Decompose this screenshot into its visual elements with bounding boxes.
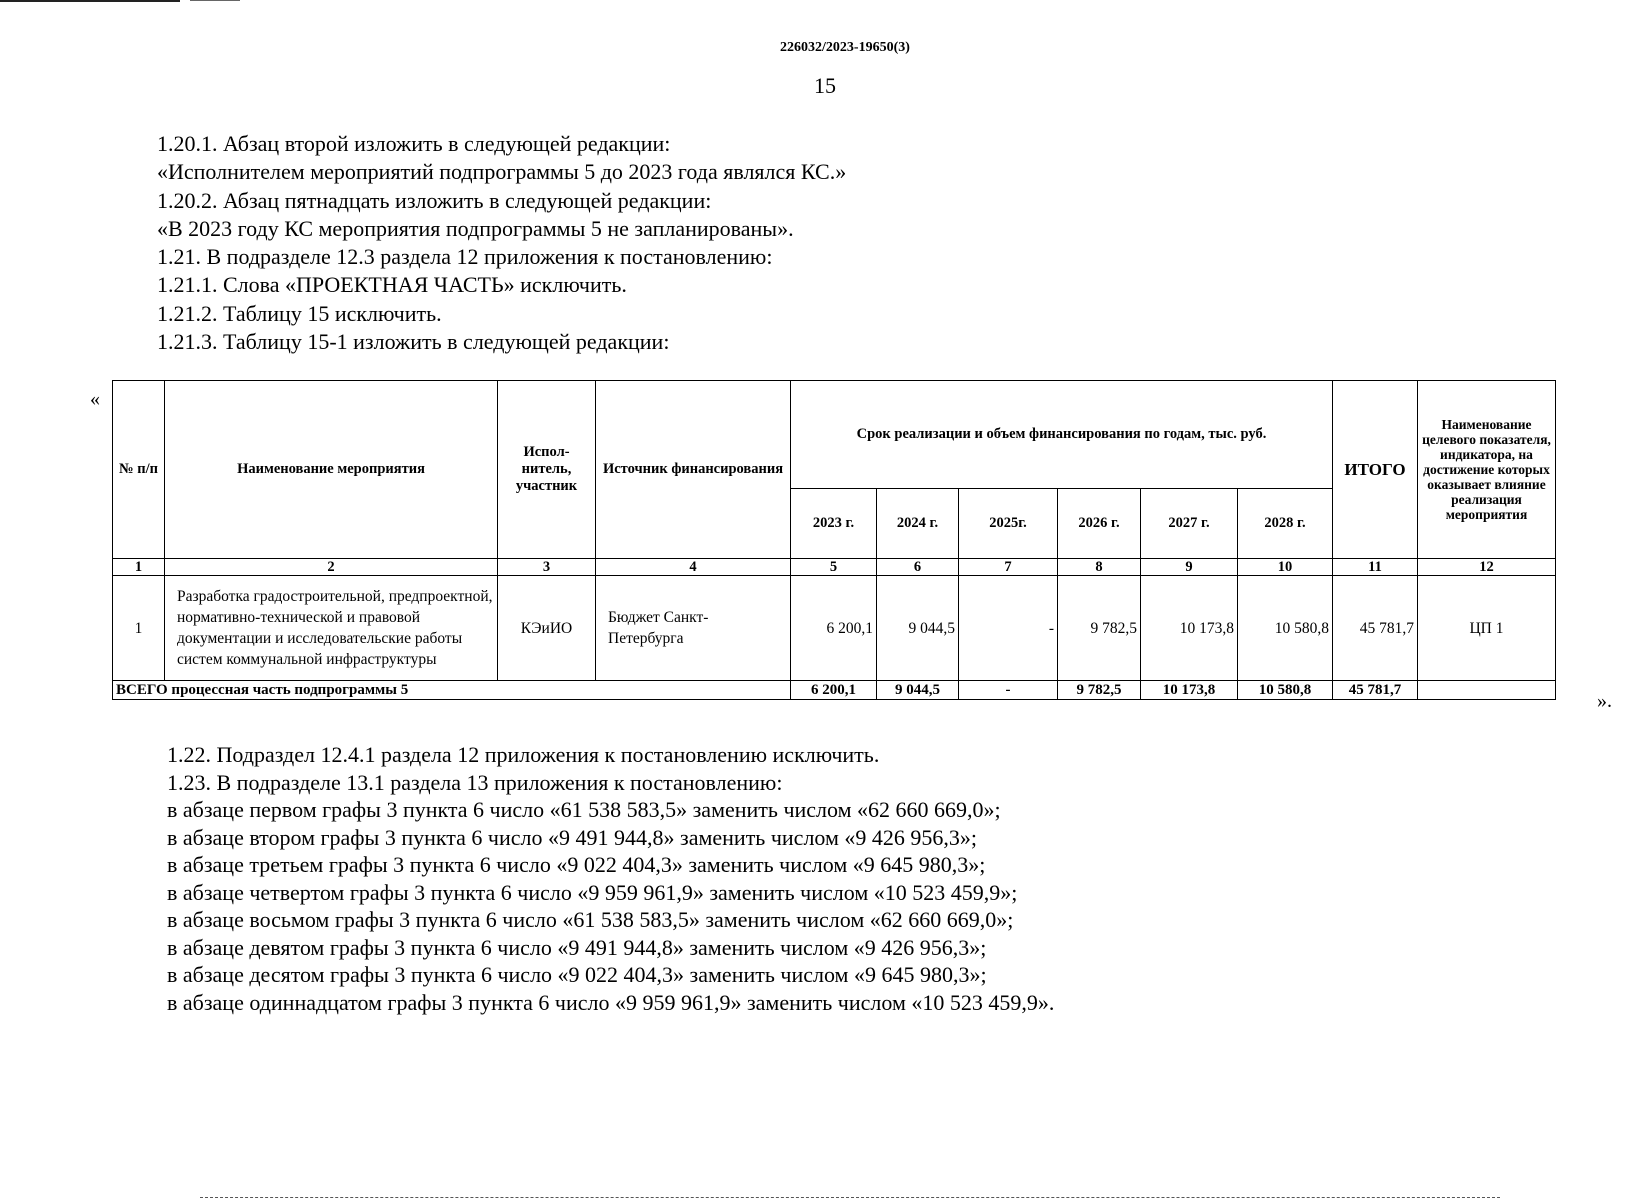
header-year-2027: 2027 г. xyxy=(1141,489,1238,559)
paragraph-1-21: 1.21. В подразделе 12.3 раздела 12 приложения к постановлению: xyxy=(157,244,773,270)
replacement-line: в абзаце первом графы 3 пункта 6 число «61 538 583,5» заменить числом «62 660 669,0»; xyxy=(167,797,1001,822)
financing-table xyxy=(112,380,1556,700)
paragraph-1-21-2: 1.21.2. Таблицу 15 исключить. xyxy=(157,300,442,326)
total-row xyxy=(113,681,1556,700)
total-label: ВСЕГО процессная часть подпрограммы 5 xyxy=(113,681,791,700)
row-value-2028: 10 580,8 xyxy=(1238,576,1333,681)
header-year-2024: 2024 г. xyxy=(877,489,959,559)
row-num: 1 xyxy=(113,576,165,681)
row-value-2026: 9 782,5 xyxy=(1058,576,1141,681)
intro-paragraphs xyxy=(157,130,846,356)
column-number: 7 xyxy=(959,559,1058,576)
header-name: Наименование мероприятия xyxy=(165,381,498,559)
replacement-line: в абзаце третьем графы 3 пункта 6 число «9 022 404,3» заменить числом «9 645 980,3»; xyxy=(167,852,986,877)
row-value-2027: 10 173,8 xyxy=(1141,576,1238,681)
header-total: ИТОГО xyxy=(1333,381,1418,559)
replacement-line: в абзаце десятом графы 3 пункта 6 число «9 022 404,3» заменить числом «9 645 980,3»; xyxy=(167,962,987,987)
column-number: 9 xyxy=(1141,559,1238,576)
replacement-line: в абзаце девятом графы 3 пункта 6 число «9 491 944,8» заменить числом «9 426 956,3»; xyxy=(167,934,987,960)
column-number: 8 xyxy=(1058,559,1141,576)
paragraph-1-22: 1.22. Подраздел 12.4.1 раздела 12 приложения к постановлению исключить. xyxy=(167,742,880,767)
paragraph-1-21-1: 1.21.1. Слова «ПРОЕКТНАЯ ЧАСТЬ» исключить. xyxy=(157,272,627,298)
total-value-2023: 6 200,1 xyxy=(791,681,877,700)
table-quote-close: ». xyxy=(1597,690,1612,712)
replacement-line: в абзаце втором графы 3 пункта 6 число «9 491 944,8» заменить числом «9 426 956,3»; xyxy=(167,824,978,850)
row-name: Разработка градостроительной, предпроектной, нормативно-технической и правовой документации и исследовательские работы систем коммунальной инфраструктуры xyxy=(165,576,498,681)
row-source: Бюджет Санкт-Петербурга xyxy=(596,576,791,681)
row-executor: КЭиИО xyxy=(498,576,596,681)
document-number: 226032/2023-19650(3) xyxy=(780,40,910,55)
total-sum: 45 781,7 xyxy=(1333,681,1418,700)
page-number: 15 xyxy=(814,73,836,98)
scan-edge-top xyxy=(0,0,180,2)
total-value-2028: 10 580,8 xyxy=(1238,681,1333,700)
scan-edge-top-short xyxy=(190,0,240,1)
paragraph-1-20-1: 1.20.1. Абзац второй изложить в следующей редакции: xyxy=(157,131,671,156)
header-source: Источник финансирования xyxy=(596,381,791,559)
table-quote-open: « xyxy=(90,388,100,410)
total-value-2027: 10 173,8 xyxy=(1141,681,1238,700)
column-number: 3 xyxy=(498,559,596,576)
column-number: 2 xyxy=(165,559,498,576)
paragraph-1-20-2: 1.20.2. Абзац пятнадцать изложить в следующей редакции: xyxy=(157,187,712,213)
total-indicator xyxy=(1418,681,1556,700)
total-value-2026: 9 782,5 xyxy=(1058,681,1141,700)
header-year-2025: 2025г. xyxy=(959,489,1058,559)
column-number: 11 xyxy=(1333,559,1418,576)
row-value-2025: - xyxy=(959,576,1058,681)
header-executor: Испол-нитель, участник xyxy=(498,381,596,559)
header-year-2028: 2028 г. xyxy=(1238,489,1333,559)
column-number: 12 xyxy=(1418,559,1556,576)
row-value-2023: 6 200,1 xyxy=(791,576,877,681)
header-indicator: Наименование целевого показателя, индикатора, на достижение которых оказывает влияние реализация мероприятия xyxy=(1418,381,1556,559)
column-number: 10 xyxy=(1238,559,1333,576)
replacement-line: в абзаце одиннадцатом графы 3 пункта 6 число «9 959 961,9» заменить числом «10 523 459,9». xyxy=(167,989,1055,1015)
replacement-line: в абзаце четвертом графы 3 пункта 6 число «9 959 961,9» заменить числом «10 523 459,9»; xyxy=(167,879,1018,905)
total-value-2025: - xyxy=(959,681,1058,700)
table-row xyxy=(113,576,1556,681)
paragraph-1-23: 1.23. В подразделе 13.1 раздела 13 приложения к постановлению: xyxy=(167,769,783,795)
header-num: № п/п xyxy=(113,381,165,559)
header-year-2026: 2026 г. xyxy=(1058,489,1141,559)
paragraph-1-21-3: 1.21.3. Таблицу 15-1 изложить в следующей редакции: xyxy=(157,329,670,355)
paragraph-quote-2023: «В 2023 году КС мероприятия подпрограммы 5 не запланированы». xyxy=(157,215,794,241)
paragraph-quote-executor: «Исполнителем мероприятий подпрограммы 5 до 2023 года являлся КС.» xyxy=(157,159,847,185)
column-numbers-row xyxy=(113,559,1556,576)
column-number: 1 xyxy=(113,559,165,576)
header-period: Срок реализации и объем финансирования по годам, тыс. руб. xyxy=(791,381,1333,489)
column-number: 6 xyxy=(877,559,959,576)
column-number: 5 xyxy=(791,559,877,576)
row-total: 45 781,7 xyxy=(1333,576,1418,681)
total-value-2024: 9 044,5 xyxy=(877,681,959,700)
row-value-2024: 9 044,5 xyxy=(877,576,959,681)
replacement-line: в абзаце восьмом графы 3 пункта 6 число «61 538 583,5» заменить числом «62 660 669,0»; xyxy=(167,907,1014,932)
header-year-2023: 2023 г. xyxy=(791,489,877,559)
scan-edge-bottom xyxy=(200,1197,1500,1199)
row-indicator: ЦП 1 xyxy=(1418,576,1556,681)
bottom-paragraphs xyxy=(167,741,1054,1016)
column-number: 4 xyxy=(596,559,791,576)
